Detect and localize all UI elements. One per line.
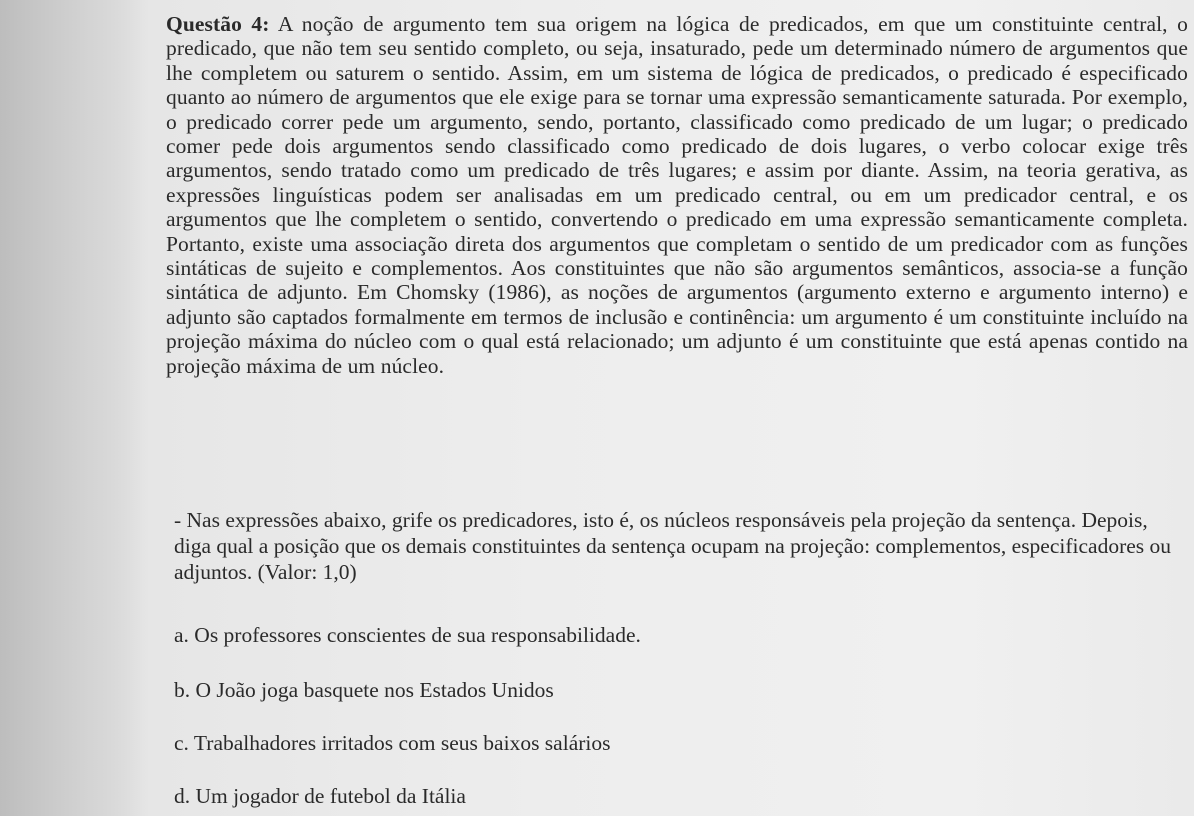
document-page (166, 12, 1188, 808)
instruction-paragraph: - Nas expressões abaixo, grife os predicadores, isto é, os núcleos responsáveis pela projeção da sentença. Depois, diga qual a posição que os demais constituintes da sentença ocupam na projeção: complementos, especificadores ou adjuntos. (Valor: 1,0) (174, 508, 1172, 584)
exercise-item-a: a. Os professores conscientes de sua responsabilidade. (174, 623, 641, 647)
question-paragraph (166, 12, 1188, 378)
screen-left-shadow (0, 0, 150, 816)
exercise-item-d: d. Um jogador de futebol da Itália (174, 784, 466, 808)
question-text: A noção de argumento tem sua origem na lógica de predicados, em que um constituinte central, o predicado, que não tem seu sentido completo, ou seja, insaturado, pede um determinado número de argumentos que lhe completem ou saturem o sentido. Assim, em um sistema de lógica de predicados, o predicado é especificado quanto ao número de argumentos que ele exige para se tornar uma expressão semanticamente saturada. Por exemplo, o predicado correr pede um argumento, sendo, portanto, classificado como predicado de um lugar; o predicado comer pede dois argumentos sendo classificado como predicado de dois lugares, o verbo colocar exige três argumentos, sendo tratado como um predicado de três lugares; e assim por diante. Assim, na teoria gerativa, as expressões linguísticas podem ser analisadas em um predicado central, ou em um predicador central, e os argumentos que lhe completem o sentido, convertendo o predicado em uma expressão semanticamente completa. Portanto, existe uma associação direta dos argumentos que completam o sentido de um predicador com as funções sintáticas de sujeito e complementos. Aos constituintes que não são argumentos semânticos, associa-se a função sintática de adjunto. Em Chomsky (1986), as noções de argumentos (argumento externo e argumento interno) e adjunto são captados formalmente em termos de inclusão e continência: um argumento é um constituinte incluído na projeção máxima do núcleo com o qual está relacionado; um adjunto é um constituinte que está apenas contido na projeção máxima de um núcleo. (166, 12, 1188, 378)
exercise-item-b: b. O João joga basquete nos Estados Unidos (174, 678, 554, 702)
exercise-item-c: c. Trabalhadores irritados com seus baixos salários (174, 731, 611, 755)
question-label: Questão 4: (166, 12, 270, 36)
